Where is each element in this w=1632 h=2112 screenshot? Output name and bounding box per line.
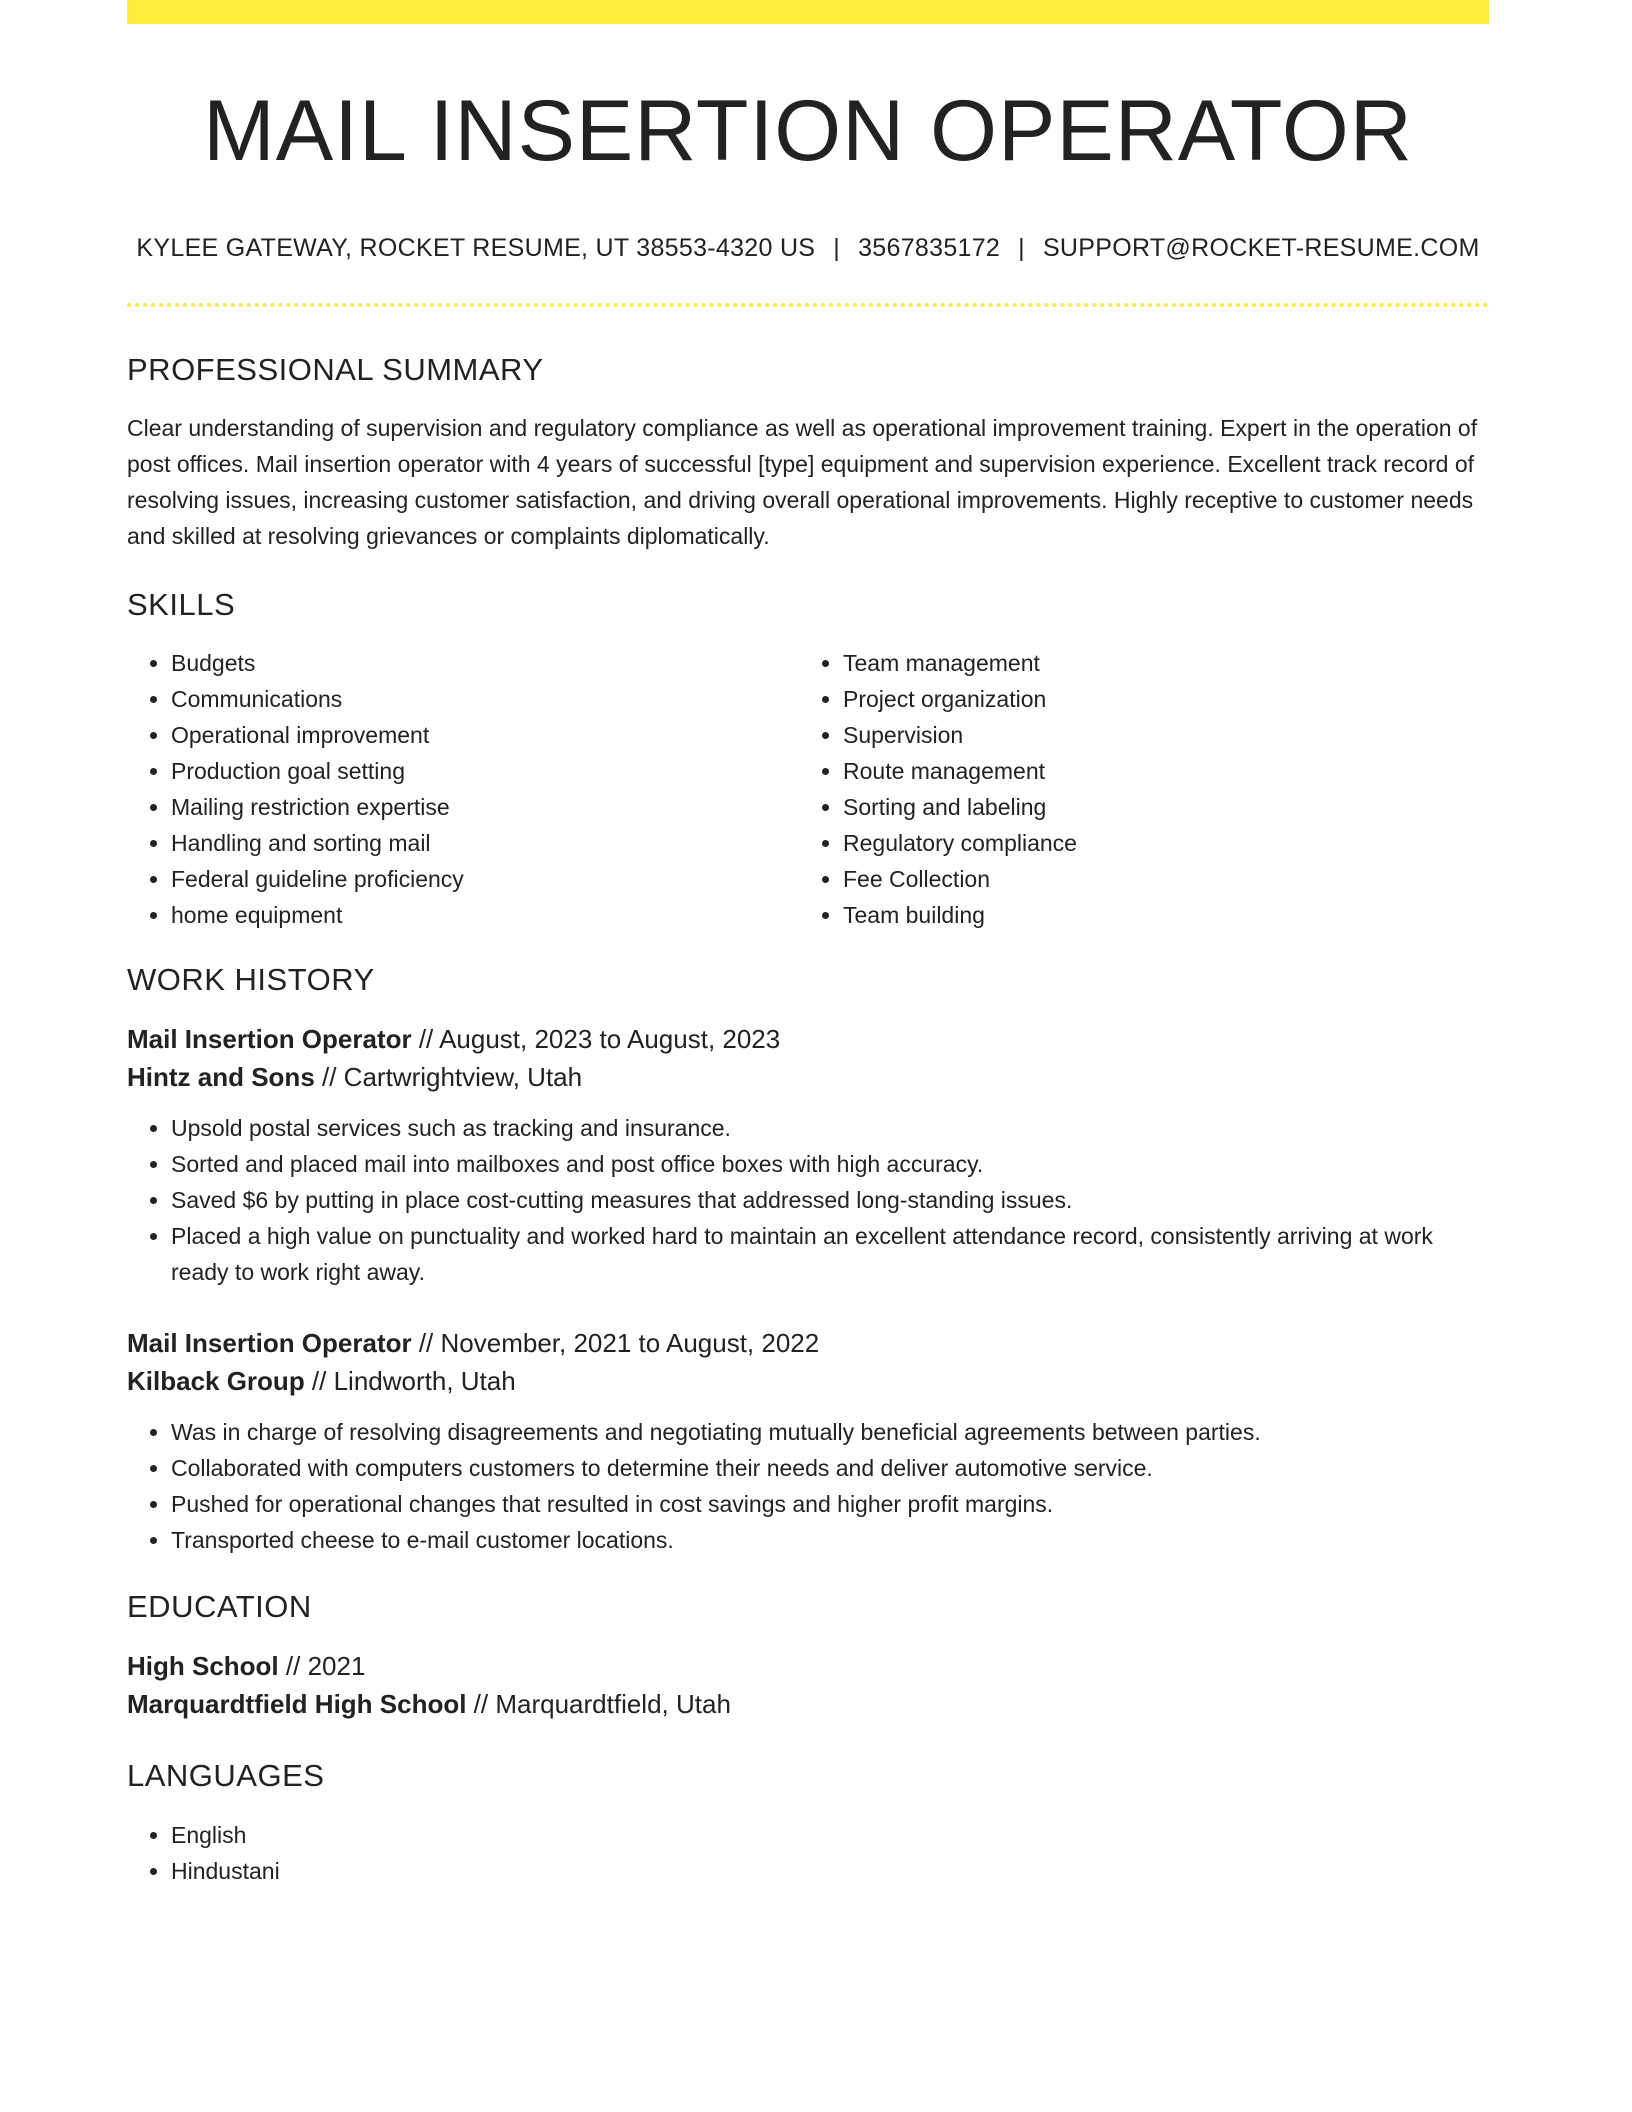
job-title: Mail Insertion Operator [127, 1328, 412, 1359]
job-company: Kilback Group [127, 1366, 305, 1397]
job-bullet: • Sorted and placed mail into mailboxes and post office boxes with high accuracy. [171, 1146, 1489, 1182]
skill-item: • Budgets [171, 645, 799, 681]
job-location: // Cartwrightview, Utah [314, 1062, 583, 1093]
skill-item: • Team management [843, 645, 1471, 681]
job-title: Mail Insertion Operator [127, 1024, 412, 1055]
education-year: // 2021 [278, 1651, 366, 1682]
job-bullets [127, 1110, 1489, 1290]
education-degree: High School [127, 1651, 279, 1682]
skills-column-right [799, 645, 1471, 933]
contact-phone: 3567835172 [858, 233, 1001, 262]
skill-item: • Project organization [843, 681, 1471, 717]
skill-item: • Handling and sorting mail [171, 825, 799, 861]
top-accent-bar [127, 0, 1489, 24]
language-item: • Hindustani [171, 1853, 1489, 1889]
summary-text: Clear understanding of supervision and regulatory compliance as well as operational improvement training. Expert in the operation of post offices. Mail insertion operator with 4 years of successful [type] equipment and supervision experience. Excellent track record of resolving issues, increasing customer satisfaction, and driving overall operational improvements. Highly receptive to customer needs and skilled at resolving grievances or complaints diplomatically. [127, 414, 1478, 549]
skill-item: • Communications [171, 681, 799, 717]
contact-email: SUPPORT@ROCKET-RESUME.COM [1042, 233, 1480, 262]
skill-item: • Regulatory compliance [843, 825, 1471, 861]
job-bullet: • Placed a high value on punctuality and worked hard to maintain an excellent attendance record, consistently arriving at work ready to work right away. [171, 1218, 1489, 1290]
skills-heading: SKILLS [127, 586, 236, 622]
job-bullet: • Was in charge of resolving disagreements and negotiating mutually beneficial agreements between parties. [171, 1414, 1489, 1450]
job-dates: // August, 2023 to August, 2023 [411, 1024, 781, 1055]
job-title-line [127, 1324, 1489, 1362]
job-location: // Lindworth, Utah [304, 1366, 516, 1397]
resume-page [127, 0, 1489, 1889]
education-entry [127, 1647, 1489, 1723]
skill-item: • home equipment [171, 897, 799, 933]
skill-item: • Team building [843, 897, 1471, 933]
languages-heading: LANGUAGES [127, 1758, 325, 1794]
skill-item: • Mailing restriction expertise [171, 789, 799, 825]
job-title-line [127, 1020, 1489, 1058]
job-bullet: • Upsold postal services such as tracking and insurance. [171, 1110, 1489, 1146]
job-bullet: • Collaborated with computers customers to determine their needs and deliver automotive service. [171, 1450, 1489, 1486]
job-bullet: • Transported cheese to e-mail customer locations. [171, 1522, 1489, 1558]
job-entry [127, 1324, 1489, 1558]
job-entry [127, 1020, 1489, 1290]
contact-address: KYLEE GATEWAY, ROCKET RESUME, UT 38553-4320 US [136, 233, 816, 262]
job-company-line [127, 1058, 1489, 1096]
job-bullets [127, 1414, 1489, 1558]
languages-list [127, 1817, 1489, 1889]
education-school: Marquardtfield High School [127, 1689, 467, 1720]
job-company: Hintz and Sons [127, 1062, 315, 1093]
education-degree-line [127, 1647, 1489, 1685]
education-school-line [127, 1685, 1489, 1723]
skill-item: • Production goal setting [171, 753, 799, 789]
header-divider [127, 303, 1489, 307]
education-location: // Marquardtfield, Utah [466, 1689, 731, 1720]
summary-heading: PROFESSIONAL SUMMARY [127, 351, 544, 387]
skills-column-left [127, 645, 799, 933]
skill-item: • Sorting and labeling [843, 789, 1471, 825]
skills-grid [127, 645, 1489, 933]
skill-item: • Route management [843, 753, 1471, 789]
resume-title: MAIL INSERTION OPERATOR [203, 83, 1413, 179]
skill-item: • Fee Collection [843, 861, 1471, 897]
job-bullet: • Pushed for operational changes that resulted in cost savings and higher profit margins. [171, 1486, 1489, 1522]
language-item: • English [171, 1817, 1489, 1853]
job-bullet: • Saved $6 by putting in place cost-cutting measures that addressed long-standing issues. [171, 1182, 1489, 1218]
work-history-heading: WORK HISTORY [127, 961, 375, 997]
contact-separator: | [1018, 233, 1025, 262]
contact-separator: | [833, 233, 841, 262]
job-company-line [127, 1362, 1489, 1400]
contact-line [127, 233, 1489, 263]
job-dates: // November, 2021 to August, 2022 [411, 1328, 820, 1359]
skill-item: • Federal guideline proficiency [171, 861, 799, 897]
skill-item: • Supervision [843, 717, 1471, 753]
education-heading: EDUCATION [127, 1589, 312, 1625]
skill-item: • Operational improvement [171, 717, 799, 753]
